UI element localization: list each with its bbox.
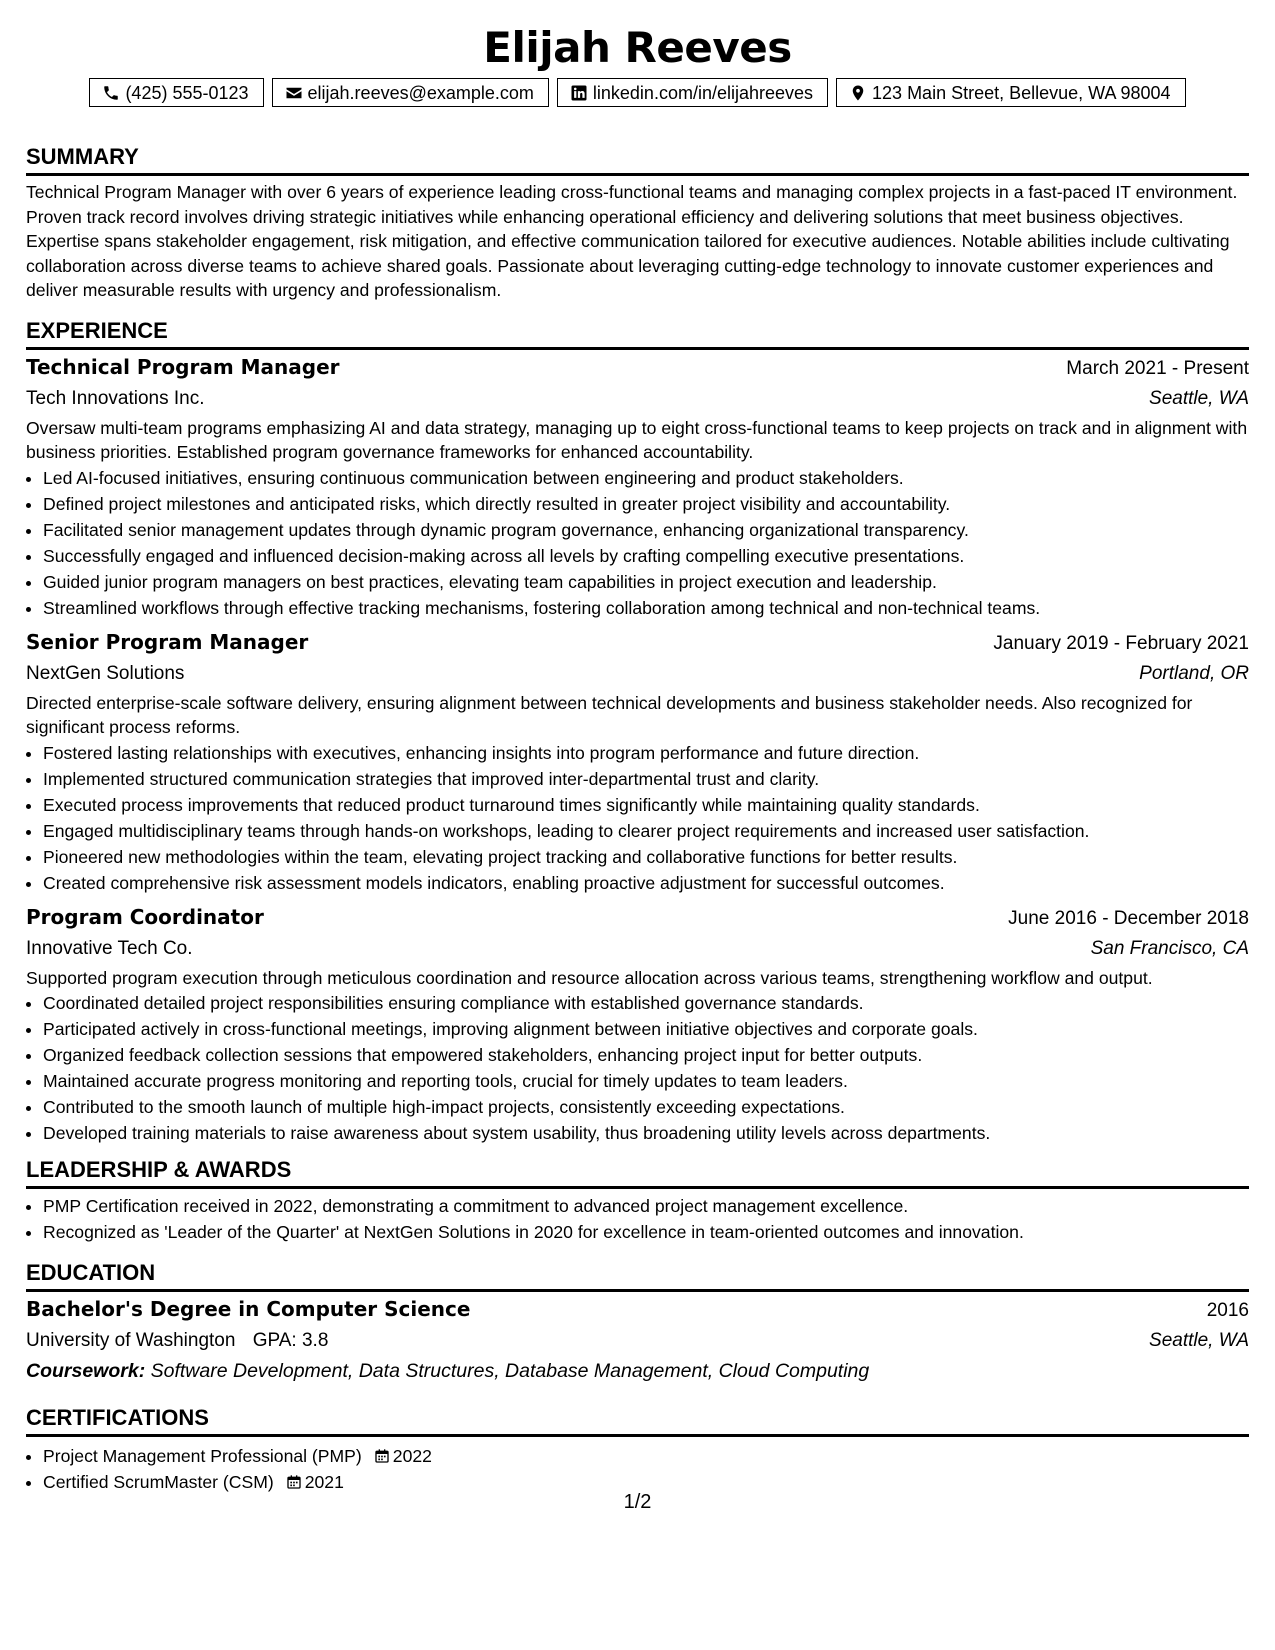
- school-location: Seattle, WA: [1149, 1330, 1249, 1351]
- calendar-icon: [374, 1448, 390, 1464]
- job-bullets: [26, 465, 1249, 621]
- email-text: elijah.reeves@example.com: [307, 82, 534, 103]
- coursework-label: Coursework:: [26, 1360, 146, 1382]
- cert-year: 2021: [304, 1472, 344, 1492]
- certifications-section: [26, 1404, 1249, 1495]
- list-item: • Executed process improvements that reduced product turnaround times significantly while maintaining quality standards.: [43, 792, 1249, 818]
- list-item: • Fostered lasting relationships with executives, enhancing insights into program performance and future direction.: [43, 740, 1249, 766]
- job-company: Tech Innovations Inc.: [26, 387, 205, 409]
- list-item: • Successfully engaged and influenced decision-making across all levels by crafting compelling executive presentations.: [43, 543, 1249, 569]
- section-title-awards: LEADERSHIP & AWARDS: [26, 1156, 1249, 1189]
- contact-address[interactable]: [836, 78, 1186, 107]
- section-title-summary: SUMMARY: [26, 143, 1249, 176]
- job-location: Portland, OR: [1139, 662, 1249, 684]
- cert-name: • Project Management Professional (PMP): [43, 1446, 362, 1466]
- job-role: Technical Program Manager: [26, 354, 340, 379]
- list-item: • Created comprehensive risk assessment models indicators, enabling proactive adjustment for successful outcomes.: [43, 870, 1249, 896]
- gpa: GPA: 3.8: [252, 1330, 329, 1351]
- awards-section: [26, 1156, 1249, 1245]
- list-item: • Pioneered new methodologies within the team, elevating project tracking and collaborative functions for better results.: [43, 844, 1249, 870]
- list-item: • Participated actively in cross-functional meetings, improving alignment between initiative objectives and corporate goals.: [43, 1016, 1249, 1042]
- list-item: • Maintained accurate progress monitoring and reporting tools, crucial for timely updates to team leaders.: [43, 1068, 1249, 1094]
- job-entry: [26, 627, 1249, 896]
- list-item: • Led AI-focused initiatives, ensuring continuous communication between engineering and product stakeholders.: [43, 465, 1249, 491]
- job-company: NextGen Solutions: [26, 662, 185, 684]
- list-item: • Streamlined workflows through effective tracking mechanisms, fostering collaboration among technical and non-technical teams.: [43, 595, 1249, 621]
- list-item: • Recognized as 'Leader of the Quarter' at NextGen Solutions in 2020 for excellence in team-oriented outcomes and innovation.: [43, 1219, 1249, 1245]
- list-item: • Engaged multidisciplinary teams through hands-on workshops, leading to clearer project requirements and increased user satisfaction.: [43, 818, 1249, 844]
- job-dates: January 2019 - February 2021: [993, 632, 1249, 654]
- summary-section: [26, 143, 1249, 303]
- experience-section: [26, 317, 1249, 1147]
- section-title-certifications: CERTIFICATIONS: [26, 1404, 1249, 1437]
- graduation-year: 2016: [1206, 1300, 1249, 1321]
- envelope-icon: [285, 84, 303, 102]
- contact-linkedin[interactable]: [557, 78, 828, 107]
- job-entry: [26, 902, 1249, 1147]
- job-description: Supported program execution through meticulous coordination and resource allocation across various teams, strengthening workflow and output.: [26, 967, 1153, 988]
- candidate-name: Elijah Reeves: [483, 23, 792, 72]
- section-title-education: EDUCATION: [26, 1259, 1249, 1292]
- job-bullets: [26, 990, 1249, 1146]
- coursework-list: Software Development, Data Structures, Database Management, Cloud Computing: [150, 1360, 870, 1382]
- degree: Bachelor's Degree in Computer Science: [26, 1297, 471, 1321]
- certifications-list: [26, 1443, 1249, 1495]
- awards-list: [26, 1193, 1249, 1245]
- job-role: Senior Program Manager: [26, 629, 309, 654]
- job-description: Oversaw multi-team programs emphasizing AI and data strategy, managing up to eight cross-functional teams to keep projects on track and in alignment with business priorities. Established program governance frameworks for enhanced accountability.: [26, 417, 1248, 462]
- address-text: 123 Main Street, Bellevue, WA 98004: [872, 82, 1171, 103]
- education-section: [26, 1259, 1249, 1386]
- job-location: San Francisco, CA: [1090, 937, 1249, 959]
- linkedin-text: linkedin.com/in/elijahreeves: [592, 82, 814, 103]
- section-title-experience: EXPERIENCE: [26, 317, 1249, 350]
- job-role: Program Coordinator: [26, 904, 264, 929]
- job-dates: June 2016 - December 2018: [1008, 907, 1249, 929]
- cert-name: • Certified ScrumMaster (CSM): [43, 1472, 274, 1492]
- list-item: • Contributed to the smooth launch of multiple high-impact projects, consistently exceeding expectations.: [43, 1094, 1249, 1120]
- list-item: • Developed training materials to raise awareness about system usability, thus broadening utility levels across departments.: [43, 1120, 1249, 1146]
- job-company: Innovative Tech Co.: [26, 937, 193, 959]
- page-number: 1/2: [623, 1491, 652, 1513]
- cert-year: 2022: [392, 1446, 432, 1466]
- phone-icon: [102, 84, 120, 102]
- map-pin-icon: [849, 84, 867, 102]
- list-item: • Guided junior program managers on best practices, elevating team capabilities in project execution and leadership.: [43, 569, 1249, 595]
- linkedin-icon: [570, 84, 588, 102]
- list-item: • Implemented structured communication strategies that improved inter-departmental trust and clarity.: [43, 766, 1249, 792]
- list-item: • Facilitated senior management updates through dynamic program governance, enhancing organizational transparency.: [43, 517, 1249, 543]
- list-item: • Defined project milestones and anticipated risks, which directly resulted in greater project visibility and accountability.: [43, 491, 1249, 517]
- list-item: • Organized feedback collection sessions that empowered stakeholders, enhancing project input for better outputs.: [43, 1042, 1249, 1068]
- job-description: Directed enterprise-scale software delivery, ensuring alignment between technical developments and business stakeholder needs. Also recognized for significant process reforms.: [26, 692, 1193, 737]
- contact-bar: [26, 78, 1249, 107]
- calendar-icon: [286, 1474, 302, 1490]
- phone-text: (425) 555-0123: [125, 82, 249, 103]
- coursework: [26, 1356, 1249, 1386]
- summary-text: Technical Program Manager with over 6 years of experience leading cross-functional teams and managing complex projects in a fast-paced IT environment. Proven track record involves driving strategic initiatives while enhancing operational efficiency and delivering solutions that meet business objectives. Expertise spans stakeholder engagement, risk mitigation, and effective communication tailored for executive audiences. Notable abilities include cultivating collaboration across diverse teams to achieve shared goals. Passionate about leveraging cutting-edge technology to innovate customer experiences and deliver measurable results with urgency and professionalism.: [26, 182, 1238, 300]
- job-entry: [26, 352, 1249, 621]
- list-item: • PMP Certification received in 2022, demonstrating a commitment to advanced project management excellence.: [43, 1193, 1249, 1219]
- list-item: • Coordinated detailed project responsibilities ensuring compliance with established governance standards.: [43, 990, 1249, 1016]
- contact-phone[interactable]: [89, 78, 263, 107]
- list-item: [43, 1443, 1249, 1469]
- school-name: University of Washington: [26, 1330, 236, 1351]
- contact-email[interactable]: [272, 78, 549, 107]
- job-dates: March 2021 - Present: [1066, 357, 1249, 379]
- job-location: Seattle, WA: [1149, 387, 1249, 409]
- job-bullets: [26, 740, 1249, 896]
